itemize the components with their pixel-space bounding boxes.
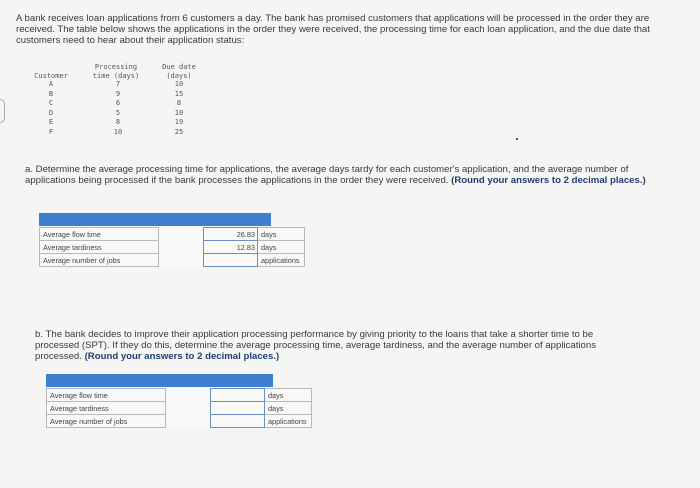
- flow-time-input[interactable]: 26.83: [204, 228, 258, 241]
- tardiness-input[interactable]: [211, 402, 265, 415]
- due-cell: 10: [174, 80, 184, 88]
- header-due-2: (days): [166, 72, 192, 80]
- unit-label: applications: [258, 254, 305, 267]
- customer-column: [44, 80, 58, 137]
- customer-cell: F: [48, 127, 54, 136]
- processing-cell: 9: [115, 89, 121, 98]
- header-customer: Customer: [34, 72, 68, 80]
- part-b-header-bar: [46, 374, 273, 387]
- number-of-jobs-input[interactable]: [211, 415, 265, 428]
- customer-cell: D: [48, 108, 54, 117]
- header-processing-1: Processing: [94, 63, 138, 71]
- part-b-rounding-note: (Round your answers to 2 decimal places.): [84, 351, 280, 362]
- problem-intro: A bank receives loan applications from 6 customers a day. The bank has promised customers that applications will be processed in the order they are received. The table below shows the applications in the order they were received, the processing time for each loan application, and the due date that customers need to hear about their application status:: [16, 13, 650, 46]
- table-row: [40, 241, 305, 254]
- row-label: Average tardiness: [40, 241, 159, 254]
- customer-cell: A: [48, 80, 54, 88]
- due-cell: 10: [174, 108, 184, 117]
- loan-data-table: [28, 62, 208, 142]
- unit-label: applications: [265, 415, 312, 428]
- processing-cell: 5: [115, 108, 121, 117]
- table-row: [47, 402, 312, 415]
- left-edge-mark: [0, 99, 5, 123]
- due-cell: 8: [176, 99, 182, 107]
- processing-cell: 8: [115, 118, 121, 126]
- part-b-text: b. The bank decides to improve their application processing performance by giving priority to the loans that take a shorter time to be processed (SPT). If they do this, determine the average processing time, average tardiness, and the average number of applications processed.: [35, 329, 597, 362]
- part-a-question: [25, 164, 650, 186]
- table-row: [40, 254, 305, 267]
- processing-column: [108, 80, 128, 137]
- row-label: Average flow time: [40, 228, 159, 241]
- part-b-question: [35, 329, 635, 362]
- row-label: Average number of jobs: [40, 254, 159, 267]
- part-b-answer-table: [46, 388, 312, 428]
- tardiness-input[interactable]: 12.83: [204, 241, 258, 254]
- part-a-text: a. Determine the average processing time for applications, the average days tardy for each customer's application, and the average number of applications being processed if the bank processes the applications in the order they were received.: [25, 164, 629, 186]
- header-processing-2: time (days): [92, 72, 140, 80]
- row-label: Average number of jobs: [47, 415, 166, 428]
- processing-cell: 7: [115, 80, 121, 88]
- due-column: [169, 80, 189, 137]
- part-a-header-bar: [39, 213, 271, 226]
- unit-label: days: [265, 402, 312, 415]
- due-cell: 19: [174, 118, 184, 126]
- table-row: [40, 228, 305, 241]
- row-label: Average flow time: [47, 389, 166, 402]
- unit-label: days: [265, 389, 312, 402]
- customer-cell: E: [48, 118, 54, 126]
- stray-dot: [516, 138, 518, 140]
- part-a-rounding-note: (Round your answers to 2 decimal places.): [451, 175, 646, 186]
- row-label: Average tardiness: [47, 402, 166, 415]
- table-row: [47, 389, 312, 402]
- table-row: [47, 415, 312, 428]
- header-due-1: Due date: [162, 63, 196, 71]
- customer-cell: C: [48, 99, 54, 107]
- due-cell: 25: [174, 127, 184, 136]
- unit-label: days: [258, 241, 305, 254]
- number-of-jobs-input[interactable]: [204, 254, 258, 267]
- customer-cell: B: [48, 89, 54, 98]
- flow-time-input[interactable]: [211, 389, 265, 402]
- part-a-answer-table: [39, 227, 305, 267]
- unit-label: days: [258, 228, 305, 241]
- processing-cell: 10: [113, 127, 123, 136]
- processing-cell: 6: [115, 99, 121, 107]
- due-cell: 15: [174, 89, 184, 98]
